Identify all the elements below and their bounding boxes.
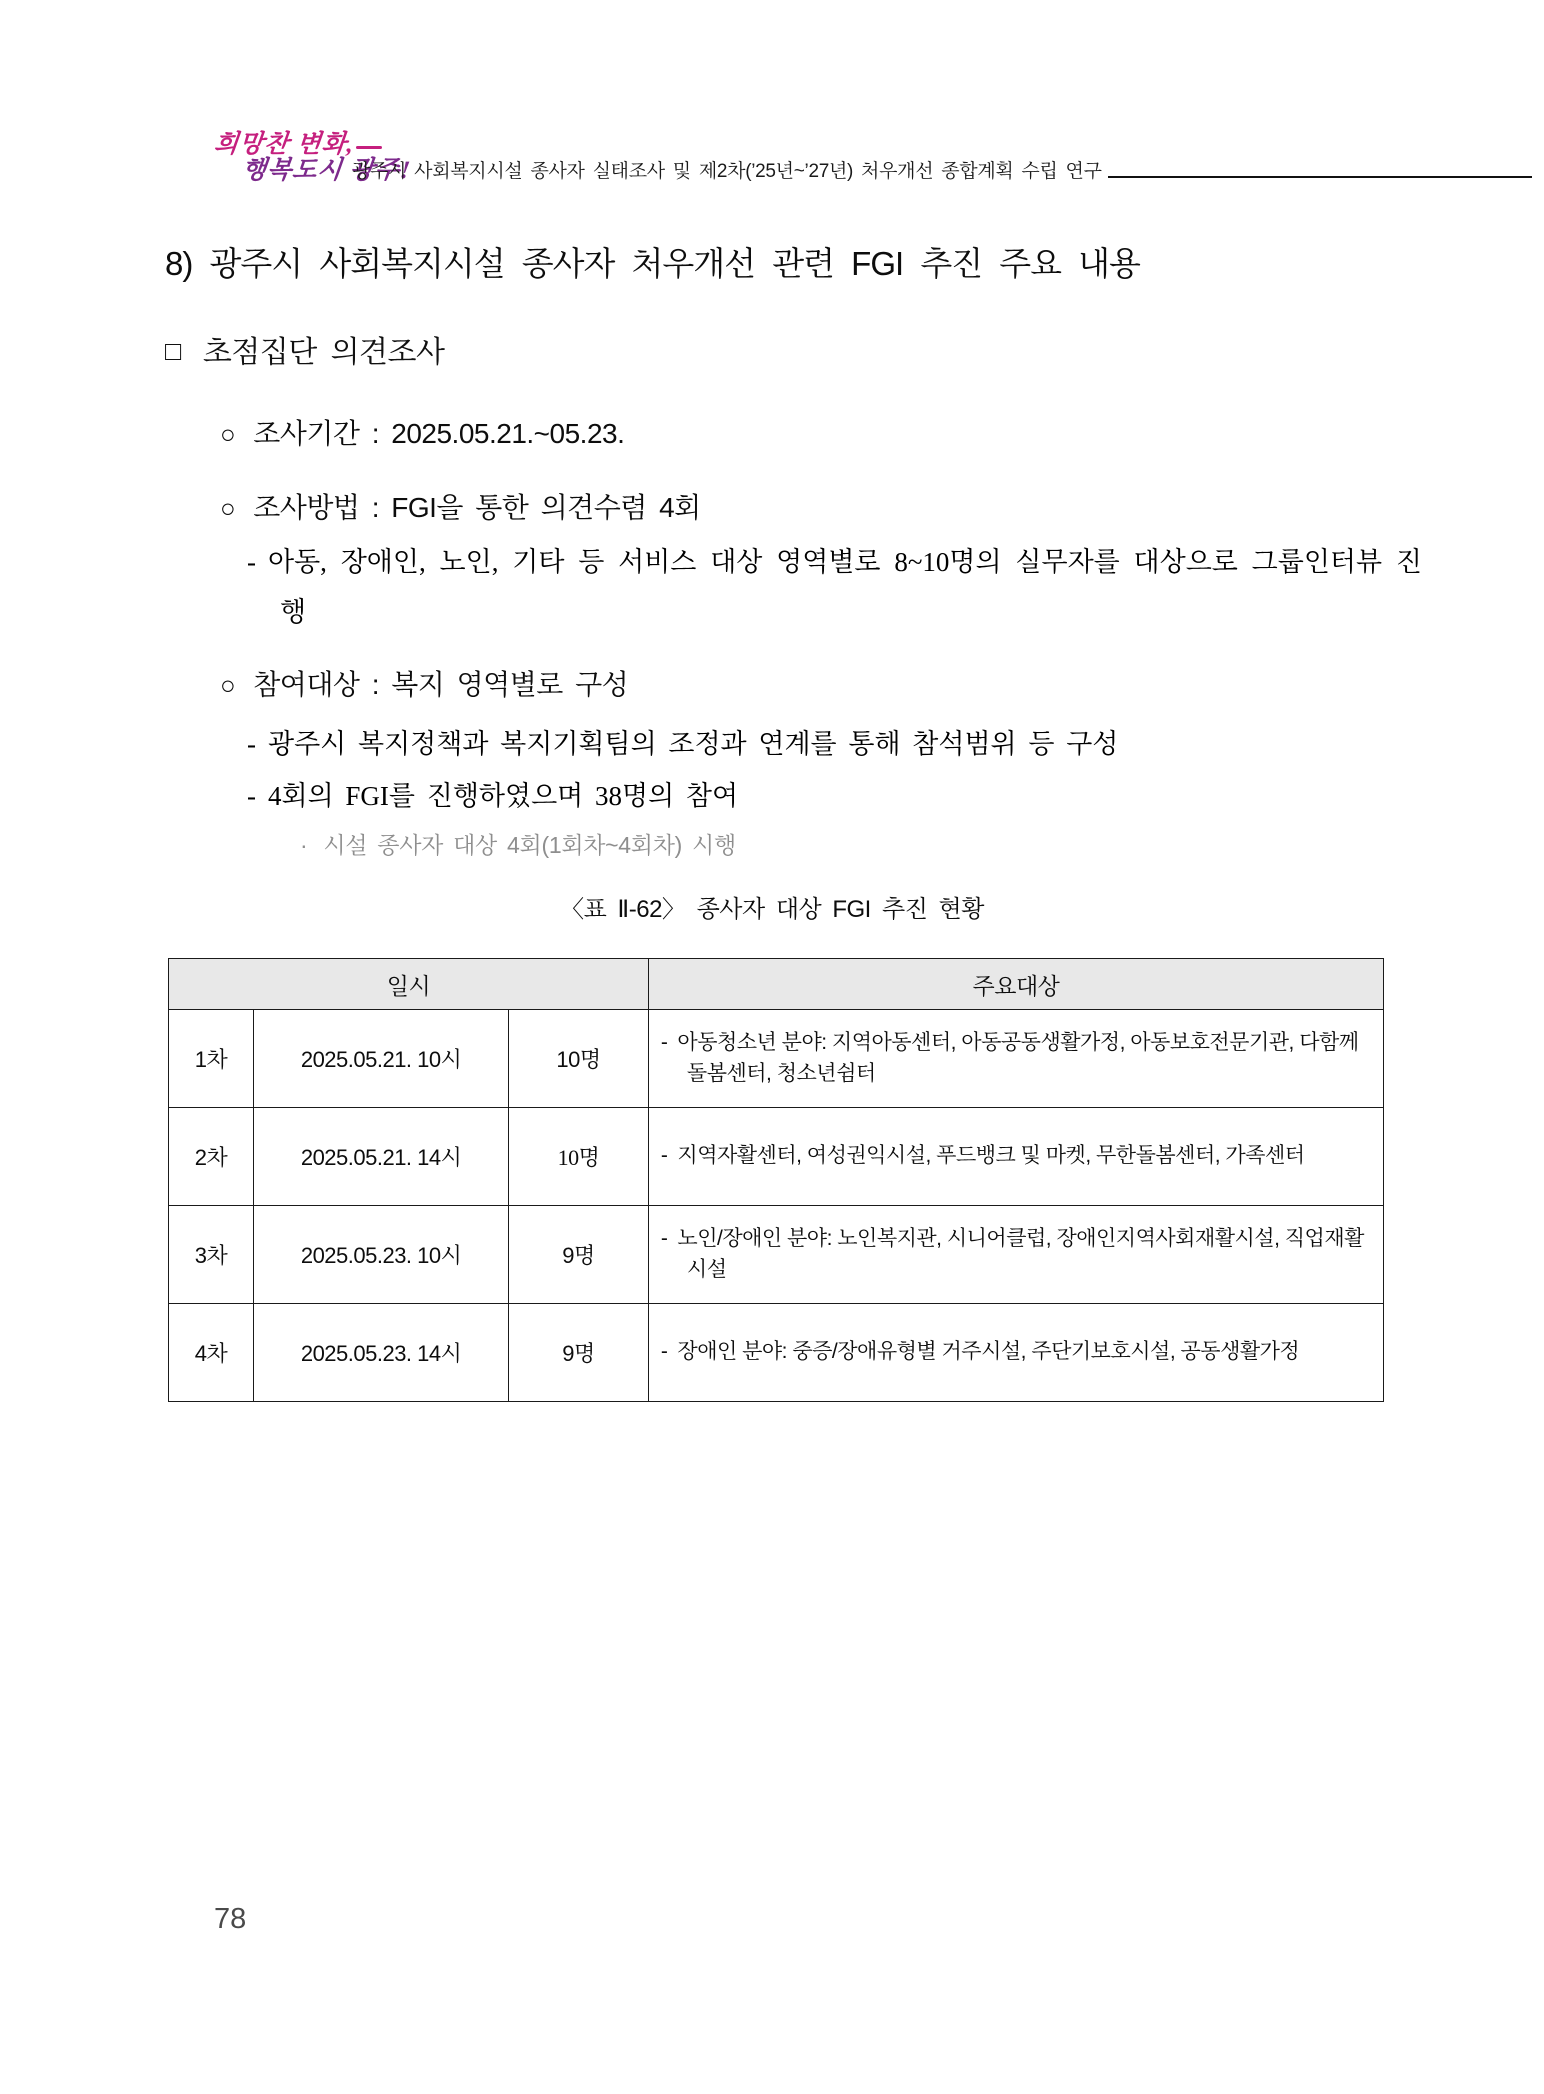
sub-bullet-method-detail bbox=[247, 537, 1422, 637]
cell-target bbox=[648, 1304, 1383, 1402]
section-heading bbox=[165, 327, 445, 371]
bullet-survey-method-text: 조사방법 : FGI을 통한 의견수렴 4회 bbox=[253, 492, 701, 523]
dash-bullet-icon: - bbox=[660, 1031, 668, 1055]
running-head-title: 광주시 사회복지시설 종사자 실태조사 및 제2차(’25년~’27년) 처우개선 종합계획 수립 연구 bbox=[352, 161, 1102, 182]
dash-bullet-icon: - bbox=[660, 1144, 668, 1168]
section-title: 초점집단 의견조사 bbox=[202, 336, 445, 369]
column-header-datetime: 일시 bbox=[169, 959, 649, 1010]
cell-count: 9명 bbox=[509, 1304, 649, 1402]
sub-bullet-method-detail-text: 아동, 장애인, 노인, 기타 등 서비스 대상 영역별로 8~10명의 실무자를 대상으로 그룹인터뷰 진행 bbox=[268, 547, 1422, 627]
sub-bullet-participants-2 bbox=[247, 774, 738, 813]
table-header-row bbox=[169, 959, 1384, 1010]
bullet-survey-period-text: 조사기간 : 2025.05.21.~05.23. bbox=[253, 418, 625, 449]
logo-flourish bbox=[356, 146, 382, 149]
table-row bbox=[169, 1108, 1384, 1206]
table-row bbox=[169, 1206, 1384, 1304]
cell-count: 10명 bbox=[509, 1108, 649, 1206]
cell-round: 4차 bbox=[169, 1304, 254, 1402]
sub-bullet-participants-2-text: 4회의 FGI를 진행하였으며 38명의 참여 bbox=[268, 781, 739, 811]
cell-round: 3차 bbox=[169, 1206, 254, 1304]
cell-round: 2차 bbox=[169, 1108, 254, 1206]
cell-target bbox=[648, 1108, 1383, 1206]
cell-datetime: 2025.05.21. 14시 bbox=[254, 1108, 509, 1206]
circle-bullet-icon: ○ bbox=[220, 493, 236, 523]
cell-datetime: 2025.05.23. 14시 bbox=[254, 1304, 509, 1402]
page-number: 78 bbox=[214, 1903, 247, 1935]
cell-target-text: 노인/장애인 분야: 노인복지관, 시니어클럽, 장애인지역사회재활시설, 직업재활시설 bbox=[677, 1227, 1364, 1281]
cell-count: 10명 bbox=[509, 1010, 649, 1108]
note-sessions-text: 시설 종사자 대상 4회(1회차~4회차) 시행 bbox=[323, 832, 736, 858]
cell-target-text: 지역자활센터, 여성권익시설, 푸드뱅크 및 마켓, 무한돌봄센터, 가족센터 bbox=[677, 1144, 1305, 1168]
table-row bbox=[169, 1010, 1384, 1108]
sub-bullet-participants-1-text: 광주시 복지정책과 복지기획팀의 조정과 연계를 통해 참석범위 등 구성 bbox=[268, 729, 1119, 759]
circle-bullet-icon: ○ bbox=[220, 670, 236, 700]
fgi-schedule-table bbox=[168, 958, 1384, 1402]
dash-bullet-icon: - bbox=[247, 547, 256, 577]
cell-target bbox=[648, 1206, 1383, 1304]
sub-bullet-participants-1 bbox=[247, 722, 1118, 761]
cell-target-text: 아동청소년 분야: 지역아동센터, 아동공동생활가정, 아동보호전문기관, 다함께돌봄센터, 청소년쉼터 bbox=[677, 1031, 1359, 1085]
bullet-survey-method bbox=[220, 486, 701, 526]
dash-bullet-icon: - bbox=[247, 729, 256, 759]
cell-datetime: 2025.05.23. 10시 bbox=[254, 1206, 509, 1304]
cell-datetime: 2025.05.21. 10시 bbox=[254, 1010, 509, 1108]
square-bullet-icon: □ bbox=[165, 336, 181, 366]
dot-bullet-icon: · bbox=[300, 832, 308, 858]
table-row bbox=[169, 1304, 1384, 1402]
logo-slogan-line2: 행복도시 광주! bbox=[240, 157, 413, 184]
table-caption: 〈표 Ⅱ-62〉 종사자 대상 FGI 추진 현황 bbox=[560, 896, 984, 923]
page-title: 8) 광주시 사회복지시설 종사자 처우개선 관련 FGI 추진 주요 내용 bbox=[165, 245, 1140, 282]
bullet-participants bbox=[220, 663, 628, 703]
cell-count: 9명 bbox=[509, 1206, 649, 1304]
cell-round: 1차 bbox=[169, 1010, 254, 1108]
dash-bullet-icon: - bbox=[660, 1340, 668, 1364]
column-header-target: 주요대상 bbox=[648, 959, 1383, 1010]
logo-slogan-line1: 희망찬 변화, bbox=[212, 131, 356, 158]
cell-target bbox=[648, 1010, 1383, 1108]
header-rule bbox=[1108, 176, 1532, 178]
bullet-participants-text: 참여대상 : 복지 영역별로 구성 bbox=[253, 669, 629, 700]
cell-target-text: 장애인 분야: 중증/장애유형별 거주시설, 주단기보호시설, 공동생활가정 bbox=[677, 1340, 1300, 1364]
circle-bullet-icon: ○ bbox=[220, 419, 236, 449]
note-sessions bbox=[300, 827, 736, 860]
bullet-survey-period bbox=[220, 412, 624, 452]
dash-bullet-icon: - bbox=[247, 781, 256, 811]
dash-bullet-icon: - bbox=[660, 1227, 668, 1251]
